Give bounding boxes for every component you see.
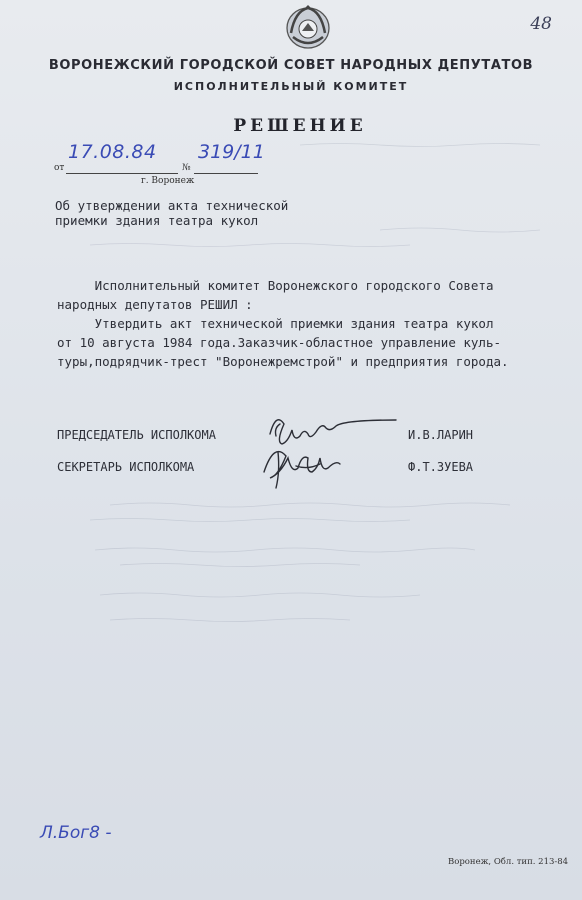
body-line: туры,подрядчик-трест "Воронежремстрой" и предприятия города.: [57, 354, 509, 369]
committee-heading: ИСПОЛНИТЕЛЬНЫЙ КОМИТЕТ: [173, 80, 409, 93]
page-number: 48: [530, 14, 552, 34]
body-line: Утвердить акт технической приемки здания театра кукол: [57, 316, 494, 331]
date-underline: [66, 173, 178, 174]
body-line: Исполнительный комитет Воронежского городского Совета: [57, 278, 494, 293]
subject-line: приемки здания театра кукол: [55, 213, 259, 228]
handwritten-date: 17.08.84: [68, 141, 157, 163]
chair-name: И.В.ЛАРИН: [408, 428, 474, 442]
chair-title: ПРЕДСЕДАТЕЛЬ ИСПОЛКОМА: [57, 428, 216, 442]
subject-line: Об утверждении акта технической: [55, 198, 289, 213]
subject-block: [55, 198, 288, 228]
document-title: РЕШЕНИЕ: [233, 116, 367, 136]
council-heading: ВОРОНЕЖСКИЙ ГОРОДСКОЙ СОВЕТ НАРОДНЫХ ДЕПУТАТОВ: [48, 58, 534, 73]
secretary-title: СЕКРЕТАРЬ ИСПОЛКОМА: [57, 460, 195, 474]
handwritten-note: Л.Бог8 -: [40, 823, 112, 843]
city-label: г. Воронеж: [141, 176, 195, 186]
handwritten-signatures: [252, 406, 412, 496]
secretary-name: Ф.Т.ЗУЕВА: [408, 460, 474, 474]
body-line: народных депутатов РЕШИЛ :: [57, 297, 253, 312]
dateline: [54, 141, 265, 175]
number-label: №: [182, 163, 191, 173]
from-label: от: [54, 163, 65, 173]
handwritten-number: 319/11: [198, 141, 265, 163]
state-emblem-icon: [283, 3, 333, 51]
number-underline: [194, 173, 258, 174]
print-footer: Воронеж, Обл. тип. 213-84: [448, 857, 569, 867]
body-line: от 10 августа 1984 года.Заказчик-областное управление куль-: [57, 335, 502, 350]
resolution-body: [57, 276, 557, 371]
